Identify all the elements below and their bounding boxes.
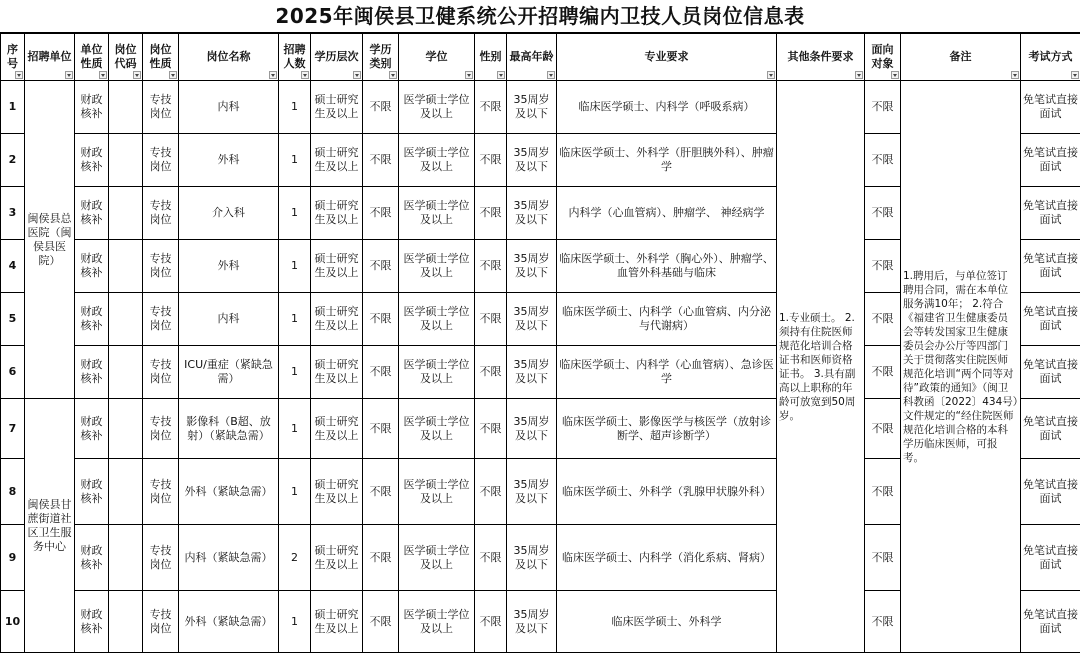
position-name: 影像科（B超、放射）（紧缺急需） [179,399,279,459]
column-header [109,34,143,81]
gender: 不限 [475,346,507,399]
gender: 不限 [475,525,507,591]
column-header-label: 学位 [425,50,448,63]
degree: 医学硕士学位及以上 [399,81,475,134]
target-group: 不限 [865,240,901,293]
major-requirement: 临床医学硕士、内科学（呼吸系病） [557,81,777,134]
column-header-label: 单位性质 [80,43,103,70]
recruiting-unit: 闽侯县甘蔗街道社区卫生服务中心 [25,399,75,653]
position-name: 内科 [179,81,279,134]
filter-dropdown-icon[interactable] [353,71,361,79]
target-group: 不限 [865,187,901,240]
header-row [1,34,1080,81]
position-code [109,81,143,134]
degree: 医学硕士学位及以上 [399,591,475,653]
row-number: 5 [1,293,25,346]
exam-method: 免笔试直接面试 [1021,399,1080,459]
row-number: 1 [1,81,25,134]
education-type: 不限 [363,81,399,134]
position-code [109,591,143,653]
position-nature: 专技岗位 [143,399,179,459]
column-header [75,34,109,81]
education-level: 硕士研究生及以上 [311,293,363,346]
degree: 医学硕士学位及以上 [399,525,475,591]
target-group: 不限 [865,293,901,346]
row-number: 8 [1,459,25,525]
exam-method: 免笔试直接面试 [1021,134,1080,187]
max-age: 35周岁及以下 [507,591,557,653]
column-header [279,34,311,81]
position-code [109,293,143,346]
education-level: 硕士研究生及以上 [311,134,363,187]
position-nature: 专技岗位 [143,187,179,240]
filter-dropdown-icon[interactable] [15,71,23,79]
filter-dropdown-icon[interactable] [767,71,775,79]
degree: 医学硕士学位及以上 [399,187,475,240]
column-header-label: 专业要求 [644,50,689,63]
degree: 医学硕士学位及以上 [399,459,475,525]
exam-method: 免笔试直接面试 [1021,240,1080,293]
unit-nature: 财政核补 [75,525,109,591]
column-header [507,34,557,81]
filter-dropdown-icon[interactable] [1071,71,1079,79]
major-requirement: 临床医学硕士、外科学（胸心外）、肿瘤学、血管外科基础与临床 [557,240,777,293]
row-number: 4 [1,240,25,293]
education-level: 硕士研究生及以上 [311,346,363,399]
position-nature: 专技岗位 [143,240,179,293]
education-level: 硕士研究生及以上 [311,81,363,134]
column-header [179,34,279,81]
degree: 医学硕士学位及以上 [399,346,475,399]
education-level: 硕士研究生及以上 [311,240,363,293]
unit-nature: 财政核补 [75,81,109,134]
recruiting-unit: 闽侯县总医院（闽侯县医院） [25,81,75,399]
hire-count: 1 [279,293,311,346]
major-requirement: 临床医学硕士、影像医学与核医学（放射诊断学、超声诊断学） [557,399,777,459]
hire-count: 1 [279,591,311,653]
gender: 不限 [475,240,507,293]
column-header-label: 学历类别 [369,43,392,70]
position-code [109,187,143,240]
column-header [143,34,179,81]
gender: 不限 [475,459,507,525]
filter-dropdown-icon[interactable] [99,71,107,79]
position-name: 外科（紧缺急需） [179,459,279,525]
hire-count: 1 [279,134,311,187]
unit-nature: 财政核补 [75,187,109,240]
exam-method: 免笔试直接面试 [1021,81,1080,134]
education-type: 不限 [363,293,399,346]
hire-count: 1 [279,187,311,240]
max-age: 35周岁及以下 [507,187,557,240]
position-name: 介入科 [179,187,279,240]
gender: 不限 [475,591,507,653]
column-header [557,34,777,81]
gender: 不限 [475,399,507,459]
position-code [109,399,143,459]
education-type: 不限 [363,134,399,187]
column-header-label: 招聘人数 [283,43,306,70]
column-header [777,34,865,81]
row-number: 3 [1,187,25,240]
column-header-label: 考试方式 [1028,50,1073,63]
filter-dropdown-icon[interactable] [301,71,309,79]
max-age: 35周岁及以下 [507,525,557,591]
major-requirement: 临床医学硕士、外科学（肝胆胰外科）、肿瘤学 [557,134,777,187]
filter-dropdown-icon[interactable] [465,71,473,79]
target-group: 不限 [865,525,901,591]
column-header-label: 其他条件要求 [787,50,854,63]
position-code [109,134,143,187]
column-header-label: 岗位性质 [149,43,172,70]
column-header-label: 性别 [479,50,502,63]
gender: 不限 [475,81,507,134]
education-type: 不限 [363,187,399,240]
hire-count: 1 [279,81,311,134]
education-type: 不限 [363,346,399,399]
max-age: 35周岁及以下 [507,293,557,346]
major-requirement: 临床医学硕士、内科学（心血管病、内分泌与代谢病） [557,293,777,346]
exam-method: 免笔试直接面试 [1021,346,1080,399]
column-header [25,34,75,81]
column-header [1021,34,1080,81]
major-requirement: 临床医学硕士、内科学（消化系病、肾病） [557,525,777,591]
unit-nature: 财政核补 [75,591,109,653]
position-name: 内科 [179,293,279,346]
unit-nature: 财政核补 [75,346,109,399]
filter-dropdown-icon[interactable] [1011,71,1019,79]
filter-dropdown-icon[interactable] [547,71,555,79]
exam-method: 免笔试直接面试 [1021,293,1080,346]
row-number: 6 [1,346,25,399]
position-name: 内科（紧缺急需） [179,525,279,591]
position-nature: 专技岗位 [143,346,179,399]
filter-dropdown-icon[interactable] [65,71,73,79]
position-code [109,240,143,293]
unit-nature: 财政核补 [75,459,109,525]
target-group: 不限 [865,81,901,134]
degree: 医学硕士学位及以上 [399,134,475,187]
column-header [399,34,475,81]
column-header-label: 备注 [949,50,972,63]
major-requirement: 内科学（心血管病）、肿瘤学、 神经病学 [557,187,777,240]
max-age: 35周岁及以下 [507,459,557,525]
major-requirement: 临床医学硕士、内科学（心血管病）、急诊医学 [557,346,777,399]
other-conditions: 1.专业硕士。 2.须持有住院医师规范化培训合格证书和医师资格证书。 3.具有副高以上职称的年龄可放宽到50周岁。 [777,81,865,653]
position-name: 外科（紧缺急需） [179,591,279,653]
exam-method: 免笔试直接面试 [1021,187,1080,240]
remarks: 1.聘用后，与单位签订聘用合同，需在本单位服务满10年； 2.符合《福建省卫生健康委员会等转发国家卫生健康委员会办公厅等四部门关于贯彻落实住院医师规范化培训“两个同等对待”政策的通知》（闽卫科教函〔2022〕434号）文件规定的“经住院医师规范化培训合格的本科学历临床医师，可报考。 [901,81,1021,653]
exam-method: 免笔试直接面试 [1021,525,1080,591]
target-group: 不限 [865,346,901,399]
exam-method: 免笔试直接面试 [1021,591,1080,653]
column-header-label: 学历层次 [314,50,359,63]
degree: 医学硕士学位及以上 [399,293,475,346]
education-type: 不限 [363,240,399,293]
gender: 不限 [475,134,507,187]
education-level: 硕士研究生及以上 [311,591,363,653]
page-title: 2025年闽侯县卫健系统公开招聘编内卫技人员岗位信息表 [0,0,1080,33]
hire-count: 1 [279,346,311,399]
max-age: 35周岁及以下 [507,346,557,399]
column-header [865,34,901,81]
column-header-label: 面向对象 [871,43,894,70]
filter-dropdown-icon[interactable] [133,71,141,79]
position-nature: 专技岗位 [143,591,179,653]
hire-count: 1 [279,399,311,459]
row-number: 2 [1,134,25,187]
unit-nature: 财政核补 [75,399,109,459]
filter-dropdown-icon[interactable] [389,71,397,79]
column-header-label: 最高年龄 [509,50,554,63]
row-number: 7 [1,399,25,459]
hire-count: 1 [279,459,311,525]
exam-method: 免笔试直接面试 [1021,459,1080,525]
target-group: 不限 [865,459,901,525]
column-header [475,34,507,81]
gender: 不限 [475,187,507,240]
filter-dropdown-icon[interactable] [269,71,277,79]
target-group: 不限 [865,134,901,187]
position-nature: 专技岗位 [143,81,179,134]
target-group: 不限 [865,591,901,653]
column-header-label: 岗位代码 [114,43,137,70]
column-header [1,34,25,81]
position-name: 外科 [179,240,279,293]
filter-dropdown-icon[interactable] [169,71,177,79]
target-group: 不限 [865,399,901,459]
row-number: 9 [1,525,25,591]
column-header-label: 招聘单位 [27,50,72,63]
column-header [901,34,1021,81]
education-type: 不限 [363,525,399,591]
row-number: 10 [1,591,25,653]
column-header [311,34,363,81]
table-row [1,81,1080,134]
unit-nature: 财政核补 [75,134,109,187]
degree: 医学硕士学位及以上 [399,240,475,293]
position-code [109,525,143,591]
max-age: 35周岁及以下 [507,399,557,459]
education-level: 硕士研究生及以上 [311,399,363,459]
filter-dropdown-icon[interactable] [891,71,899,79]
column-header-label: 序号 [7,43,18,70]
education-level: 硕士研究生及以上 [311,187,363,240]
education-type: 不限 [363,399,399,459]
major-requirement: 临床医学硕士、外科学 [557,591,777,653]
unit-nature: 财政核补 [75,293,109,346]
position-nature: 专技岗位 [143,459,179,525]
position-nature: 专技岗位 [143,293,179,346]
education-level: 硕士研究生及以上 [311,525,363,591]
position-nature: 专技岗位 [143,134,179,187]
degree: 医学硕士学位及以上 [399,399,475,459]
max-age: 35周岁及以下 [507,240,557,293]
hire-count: 1 [279,240,311,293]
filter-dropdown-icon[interactable] [855,71,863,79]
max-age: 35周岁及以下 [507,81,557,134]
education-type: 不限 [363,591,399,653]
job-table [0,33,1080,653]
position-name: ICU/重症（紧缺急需） [179,346,279,399]
filter-dropdown-icon[interactable] [497,71,505,79]
hire-count: 2 [279,525,311,591]
column-header-label: 岗位名称 [206,50,251,63]
position-nature: 专技岗位 [143,525,179,591]
education-level: 硕士研究生及以上 [311,459,363,525]
max-age: 35周岁及以下 [507,134,557,187]
position-code [109,346,143,399]
unit-nature: 财政核补 [75,240,109,293]
position-name: 外科 [179,134,279,187]
gender: 不限 [475,293,507,346]
column-header [363,34,399,81]
position-code [109,459,143,525]
major-requirement: 临床医学硕士、外科学（乳腺甲状腺外科） [557,459,777,525]
education-type: 不限 [363,459,399,525]
